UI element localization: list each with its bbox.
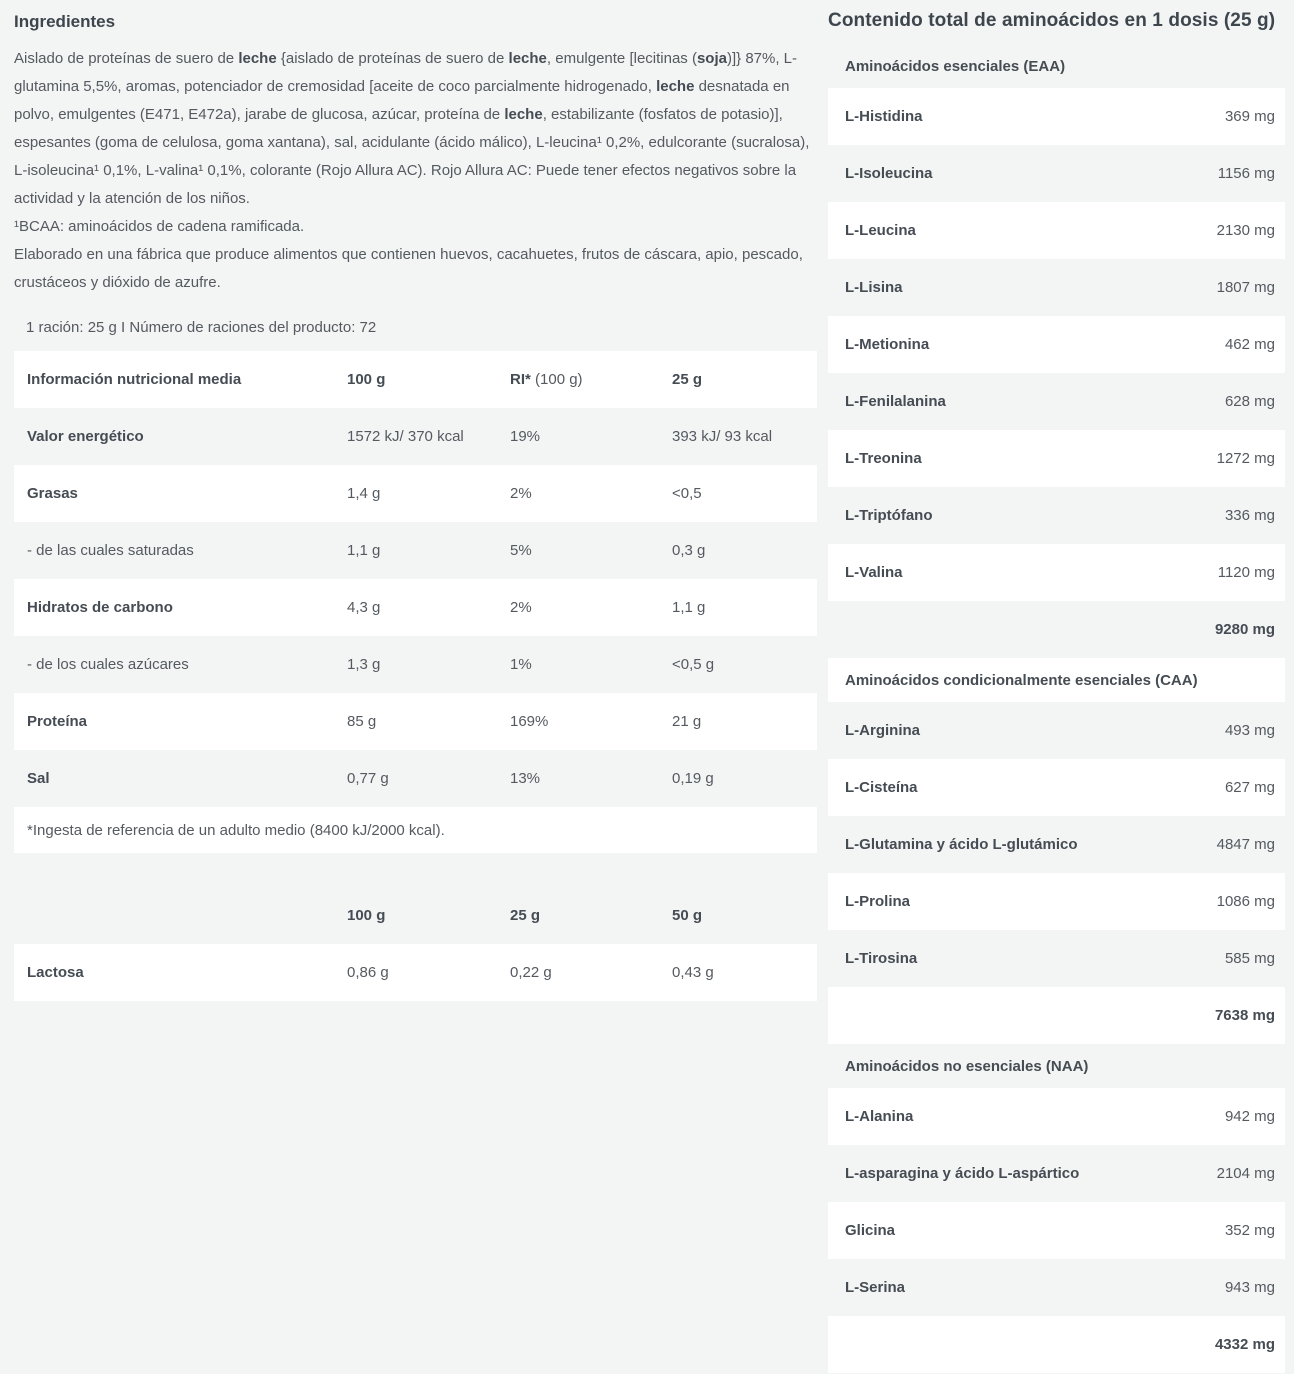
- ingredient-allergen-term: soja: [696, 50, 727, 67]
- ingredient-allergen-term: leche: [504, 106, 543, 123]
- row-label: - de los cuales azúcares: [27, 656, 189, 673]
- amino-name: L-asparagina y ácido L-aspártico: [845, 1165, 1080, 1182]
- amino-name: L-Metionina: [845, 336, 930, 353]
- amino-row: [828, 1145, 1285, 1202]
- table-header-row: [14, 887, 817, 944]
- row-value: 1,1 g: [672, 599, 706, 616]
- row-value: 1,3 g: [347, 656, 381, 673]
- amino-row: [828, 1202, 1285, 1259]
- amino-amount: 369 mg: [1224, 108, 1275, 125]
- ingredient-text-segment: {aislado de proteínas de suero de: [276, 50, 509, 67]
- amino-section-header-label: Aminoácidos no esenciales (NAA): [845, 1057, 1089, 1075]
- amino-amount: 352 mg: [1224, 1222, 1275, 1239]
- column-header-bold: 25 g: [672, 371, 703, 388]
- amino-name: L-Treonina: [845, 450, 922, 467]
- row-value: 0,3 g: [672, 542, 706, 559]
- amino-amount: 2104 mg: [1216, 1165, 1275, 1182]
- amino-amount: 1086 mg: [1216, 893, 1275, 910]
- amino-row: [828, 202, 1285, 259]
- bcaa-footnote: ¹BCAA: aminoácidos de cadena ramificada.: [14, 218, 305, 235]
- ingredient-text-segment: , estabilizante (fosfatos de potasio)], espesantes (goma de celulosa, goma xantana), sal, acidulante (ácido málico), L-leucina¹ 0,2%, edulcorante (sucralosa), L-isoleucina¹ 0,1%, L-valina¹ 0,1%, colorante (Rojo Allura AC). Rojo Allura AC: Puede tener efectos negativos sobre la actividad y la atención de los niños.: [14, 106, 810, 207]
- amino-amount: 336 mg: [1224, 507, 1275, 524]
- column-header: [672, 371, 817, 388]
- amino-amount: 628 mg: [1224, 393, 1275, 410]
- amino-amount: 2130 mg: [1216, 222, 1275, 239]
- row-value: 1,1 g: [347, 542, 381, 559]
- amino-row: [828, 873, 1285, 930]
- column-header: [14, 371, 347, 388]
- table-row: [14, 579, 817, 636]
- amino-name: L-Cisteína: [845, 779, 918, 796]
- amino-name: L-Leucina: [845, 222, 916, 239]
- amino-section-total-row: [828, 987, 1285, 1044]
- row-value: 0,86 g: [347, 964, 389, 981]
- ingredient-text-segment: desnatada en polvo, emulgentes (E471, E472a), jarabe de glucosa, azúcar, proteína de: [14, 78, 790, 123]
- amino-section-header-label: Aminoácidos esenciales (EAA): [845, 57, 1066, 75]
- column-header-bold: Información nutricional media: [27, 371, 242, 388]
- row-value: 5%: [510, 542, 532, 559]
- row-value: 19%: [510, 428, 541, 445]
- row-value: 13%: [510, 770, 541, 787]
- amino-section-total: 7638 mg: [1214, 1007, 1275, 1024]
- allergen-note: Elaborado en una fábrica que produce alimentos que contienen huevos, cacahuetes, frutos de cáscara, apio, pescado, crustáceos y dióxido de azufre.: [14, 246, 803, 291]
- amino-row: [828, 816, 1285, 873]
- amino-section-header: [828, 658, 1285, 702]
- row-value: 0,43 g: [672, 964, 714, 981]
- amino-amount: 585 mg: [1224, 950, 1275, 967]
- table-row: [14, 750, 817, 807]
- table-row: [14, 465, 817, 522]
- ingredients-title: Ingredientes: [14, 12, 116, 31]
- column-header-normal: (100 g): [530, 371, 583, 388]
- amino-amount: 627 mg: [1224, 779, 1275, 796]
- amino-name: L-Fenilalanina: [845, 393, 946, 410]
- nutrition-table: [14, 351, 817, 853]
- amino-amount: 1120 mg: [1217, 564, 1275, 581]
- column-header: [510, 371, 672, 388]
- amino-row: [828, 544, 1285, 601]
- ingredients-text: [14, 45, 817, 213]
- amino-name: Glicina: [845, 1222, 896, 1239]
- amino-acids-column: [828, 0, 1285, 1373]
- amino-section-header-label: Aminoácidos condicionalmente esenciales (CAA): [845, 671, 1198, 689]
- row-value: 4,3 g: [347, 599, 381, 616]
- row-value: 1,4 g: [347, 485, 381, 502]
- ingredients-column: [14, 0, 817, 1373]
- table-row: [14, 944, 817, 1001]
- amino-row: [828, 487, 1285, 544]
- amino-acids-title: Contenido total de aminoácidos en 1 dosis (25 g): [828, 10, 1276, 31]
- amino-amount: 943 mg: [1224, 1279, 1275, 1296]
- column-header-bold: 100 g: [347, 371, 386, 388]
- amino-row: [828, 930, 1285, 987]
- amino-row: [828, 1088, 1285, 1145]
- row-value: 0,19 g: [672, 770, 714, 787]
- amino-row: [828, 88, 1285, 145]
- amino-row: [828, 316, 1285, 373]
- ingredient-text-segment: Aislado de proteínas de suero de: [14, 50, 239, 67]
- amino-name: L-Alanina: [845, 1108, 914, 1125]
- column-header: [347, 371, 510, 388]
- amino-name: L-Glutamina y ácido L-glutámico: [845, 836, 1078, 853]
- amino-name: L-Serina: [845, 1279, 906, 1296]
- amino-name: L-Histidina: [845, 108, 923, 125]
- row-value: 393 kJ/ 93 kcal: [672, 428, 773, 445]
- row-value: 1%: [510, 656, 532, 673]
- row-value: 0,22 g: [510, 964, 552, 981]
- row-value: 85 g: [347, 713, 377, 730]
- table-footnote-row: [14, 807, 817, 853]
- row-value: <0,5 g: [672, 656, 715, 673]
- ingredient-allergen-term: leche: [508, 50, 547, 67]
- amino-section-total: 9280 mg: [1214, 621, 1275, 638]
- row-label: Lactosa: [27, 964, 84, 981]
- amino-row: [828, 759, 1285, 816]
- row-label: Sal: [27, 770, 50, 787]
- row-label: - de las cuales saturadas: [27, 542, 194, 559]
- table-footnote: *Ingesta de referencia de un adulto medio (8400 kJ/2000 kcal).: [27, 821, 445, 839]
- table-row: [14, 522, 817, 579]
- row-value: 2%: [510, 485, 532, 502]
- amino-name: L-Arginina: [845, 722, 920, 739]
- amino-name: L-Lisina: [845, 279, 903, 296]
- column-header-bold: 25 g: [510, 907, 541, 924]
- lactose-table: [14, 887, 817, 1001]
- row-value: 169%: [510, 713, 549, 730]
- ingredient-allergen-term: leche: [238, 50, 277, 67]
- ingredient-allergen-term: leche: [656, 78, 695, 95]
- amino-row: [828, 1259, 1285, 1316]
- amino-row: [828, 259, 1285, 316]
- table-header-row: [14, 351, 817, 408]
- amino-amount: 942 mg: [1224, 1108, 1275, 1125]
- amino-section-total-row: [828, 1316, 1285, 1373]
- amino-name: L-Prolina: [845, 893, 911, 910]
- amino-name: L-Valina: [845, 564, 903, 581]
- amino-row: [828, 373, 1285, 430]
- row-label: Proteína: [27, 713, 88, 730]
- column-header-bold: 100 g: [347, 907, 386, 924]
- serving-info: 1 ración: 25 g I Número de raciones del producto: 72: [26, 319, 377, 336]
- amino-row: [828, 702, 1285, 759]
- amino-amount: 1156 mg: [1217, 165, 1275, 182]
- amino-row: [828, 145, 1285, 202]
- column-header-bold: 50 g: [672, 907, 703, 924]
- amino-amount: 1807 mg: [1216, 279, 1275, 296]
- amino-amount: 462 mg: [1224, 336, 1275, 353]
- amino-name: L-Tirosina: [845, 950, 918, 967]
- amino-amount: 493 mg: [1224, 722, 1275, 739]
- row-value: 21 g: [672, 713, 702, 730]
- column-header: [672, 907, 817, 924]
- column-header: [510, 907, 672, 924]
- amino-section-total: 4332 mg: [1214, 1336, 1275, 1353]
- amino-section-header: [828, 1044, 1285, 1088]
- amino-section-header: [828, 44, 1285, 88]
- column-header-bold: RI*: [510, 371, 531, 388]
- table-row: [14, 408, 817, 465]
- amino-amount: 4847 mg: [1216, 836, 1275, 853]
- row-value: 2%: [510, 599, 532, 616]
- column-header: [347, 907, 510, 924]
- amino-amount: 1272 mg: [1216, 450, 1275, 467]
- ingredient-text-segment: )]} 87%, L-glutamina 5,5%, aromas, potenciador de cremosidad [aceite de coco parcialmente hidrogenado,: [14, 50, 798, 95]
- table-row: [14, 693, 817, 750]
- ingredient-text-segment: , emulgente [lecitinas (: [546, 50, 697, 67]
- row-label: Hidratos de carbono: [27, 599, 173, 616]
- amino-name: L-Triptófano: [845, 507, 933, 524]
- row-value: <0,5: [672, 485, 702, 502]
- row-label: Valor energético: [27, 428, 144, 445]
- row-value: 1572 kJ/ 370 kcal: [347, 428, 464, 445]
- row-value: 0,77 g: [347, 770, 389, 787]
- amino-acids-table: [828, 44, 1285, 1373]
- amino-row: [828, 430, 1285, 487]
- table-row: [14, 636, 817, 693]
- row-label: Grasas: [27, 485, 78, 502]
- amino-name: L-Isoleucina: [845, 165, 933, 182]
- amino-section-total-row: [828, 601, 1285, 658]
